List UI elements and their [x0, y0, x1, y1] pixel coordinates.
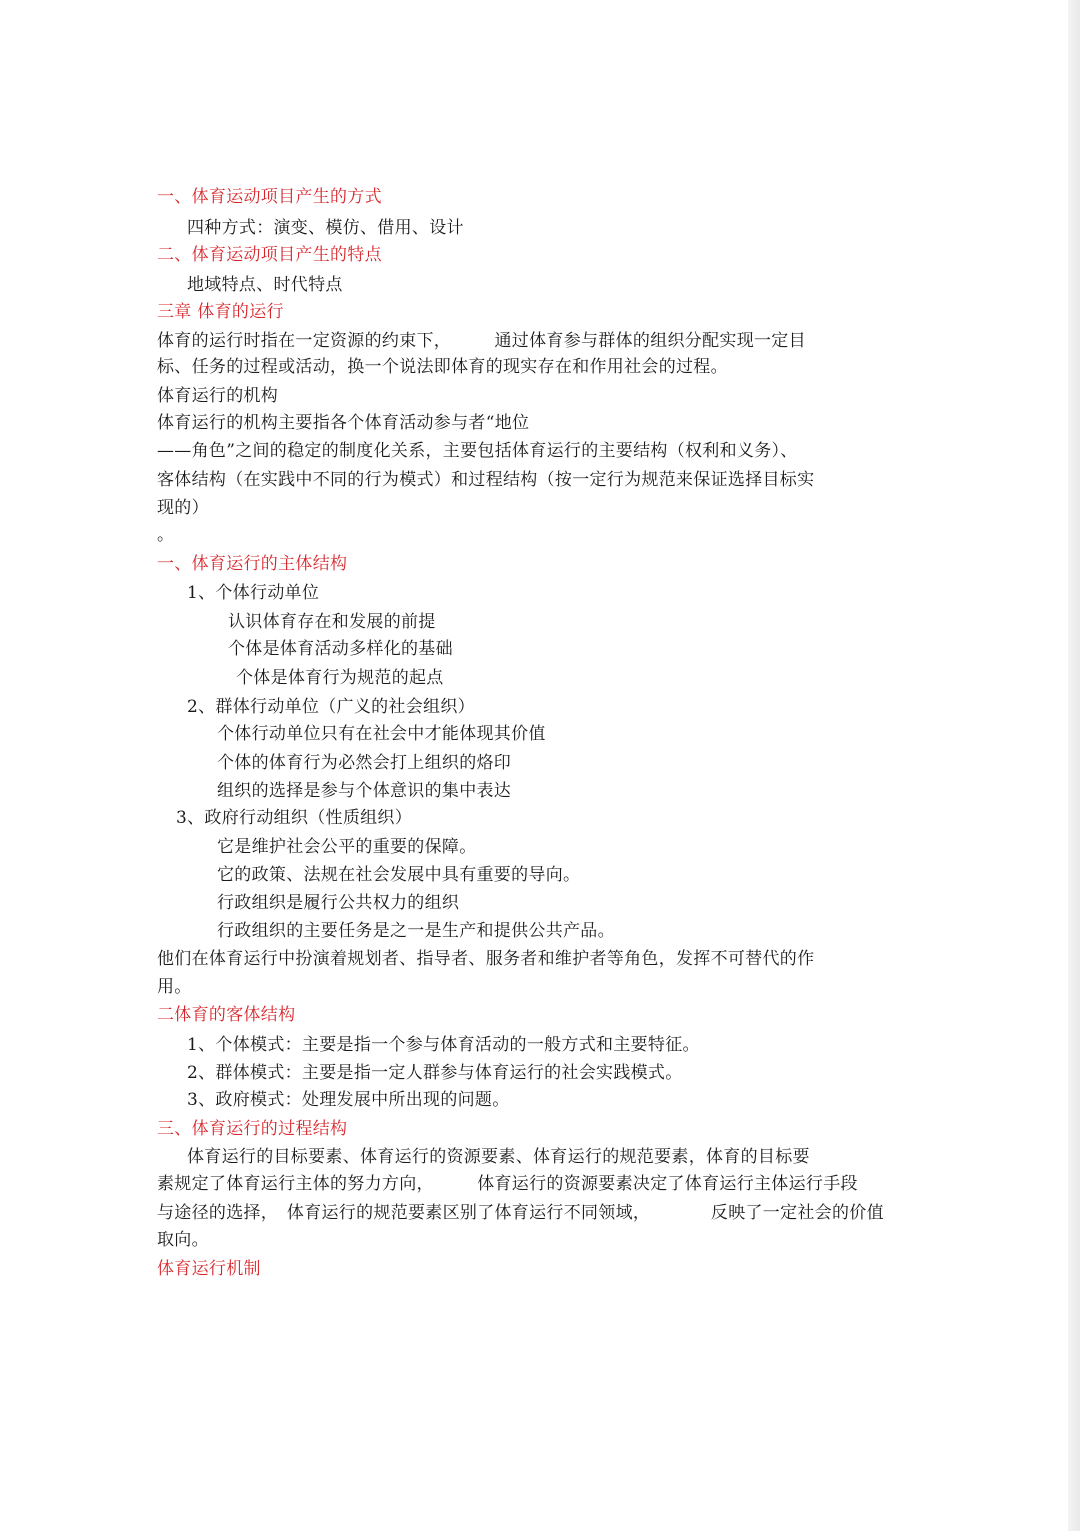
list-point: 个体是体育行为规范的起点 — [236, 668, 444, 688]
paragraph-line: 用。 — [157, 977, 192, 997]
paragraph-line: 体育运行的目标要素、体育运行的资源要素、体育运行的规范要素，体育的目标要 — [187, 1147, 810, 1167]
list-point: 认识体育存在和发展的前提 — [228, 612, 436, 632]
list-point: 个体的体育行为必然会打上组织的烙印 — [217, 753, 512, 773]
paragraph-line: 现的） — [157, 498, 209, 518]
section-body-2: 地域特点、时代特点 — [187, 275, 343, 295]
page-edge-shadow — [1068, 0, 1080, 1531]
list-point: 个体行动单位只有在社会中才能体现其价值 — [217, 724, 546, 744]
paragraph-line: 体育的运行时指在一定资源的约束下， 通过体育参与群体的组织分配实现一定目 — [157, 331, 806, 351]
section-heading-1: 一、体育运动项目产生的方式 — [157, 187, 382, 207]
paragraph-line: 。 — [157, 525, 175, 545]
list-point: 行政组织是履行公共权力的组织 — [217, 893, 460, 913]
paragraph-line: ——角色”之间的稳定的制度化关系，主要包括体育运行的主要结构（权利和义务）、 — [157, 441, 798, 461]
list-item: 1、个体模式：主要是指一个参与体育活动的一般方式和主要特征。 — [187, 1035, 700, 1055]
paragraph-line: 与途径的选择， 体育运行的规范要素区别了体育运行不同领域， 反映了一定社会的价值 — [157, 1203, 884, 1223]
paragraph-line: 标、任务的过程或活动，换一个说法即体育的现实存在和作用社会的过程。 — [157, 357, 728, 377]
list-point: 组织的选择是参与个体意识的集中表达 — [217, 781, 512, 801]
section-heading-2: 二、体育运动项目产生的特点 — [157, 245, 382, 265]
paragraph-line: 取向。 — [157, 1230, 209, 1250]
list-item: 3、政府模式：处理发展中所出现的问题。 — [187, 1090, 510, 1110]
section-body-1: 四种方式：演变、模仿、借用、设计 — [187, 218, 464, 238]
paragraph-line: 他们在体育运行中扮演着规划者、指导者、服务者和维护者等角色，发挥不可替代的作 — [157, 949, 815, 969]
subsection-title: 体育运行的机构 — [157, 386, 279, 406]
list-point: 个体是体育活动多样化的基础 — [228, 639, 453, 659]
list-item-title: 2、群体行动单位（广义的社会组织） — [187, 697, 475, 717]
list-point: 行政组织的主要任务是之一是生产和提供公共产品。 — [217, 921, 615, 941]
section-heading-process: 三、体育运行的过程结构 — [157, 1119, 348, 1139]
section-heading-subject: 一、体育运行的主体结构 — [157, 554, 348, 574]
paragraph-line: 客体结构（在实践中不同的行为模式）和过程结构（按一定行为规范来保证选择目标实 — [157, 470, 815, 490]
list-item-title: 1、个体行动单位 — [187, 583, 320, 603]
list-point: 它是维护社会公平的重要的保障。 — [217, 837, 477, 857]
paragraph-line: 体育运行的机构主要指各个体育活动参与者“地位 — [157, 413, 530, 433]
section-heading-mechanism: 体育运行机制 — [157, 1259, 261, 1279]
chapter-heading: 三章 体育的运行 — [157, 302, 284, 322]
paragraph-line: 素规定了体育运行主体的努力方向， 体育运行的资源要素决定了体育运行主体运行手段 — [157, 1174, 858, 1194]
list-item-title: 3、政府行动组织（性质组织） — [176, 808, 413, 828]
section-heading-object: 二体育的客体结构 — [157, 1005, 296, 1025]
list-item: 2、群体模式：主要是指一定人群参与体育运行的社会实践模式。 — [187, 1063, 683, 1083]
list-point: 它的政策、法规在社会发展中具有重要的导向。 — [217, 865, 581, 885]
